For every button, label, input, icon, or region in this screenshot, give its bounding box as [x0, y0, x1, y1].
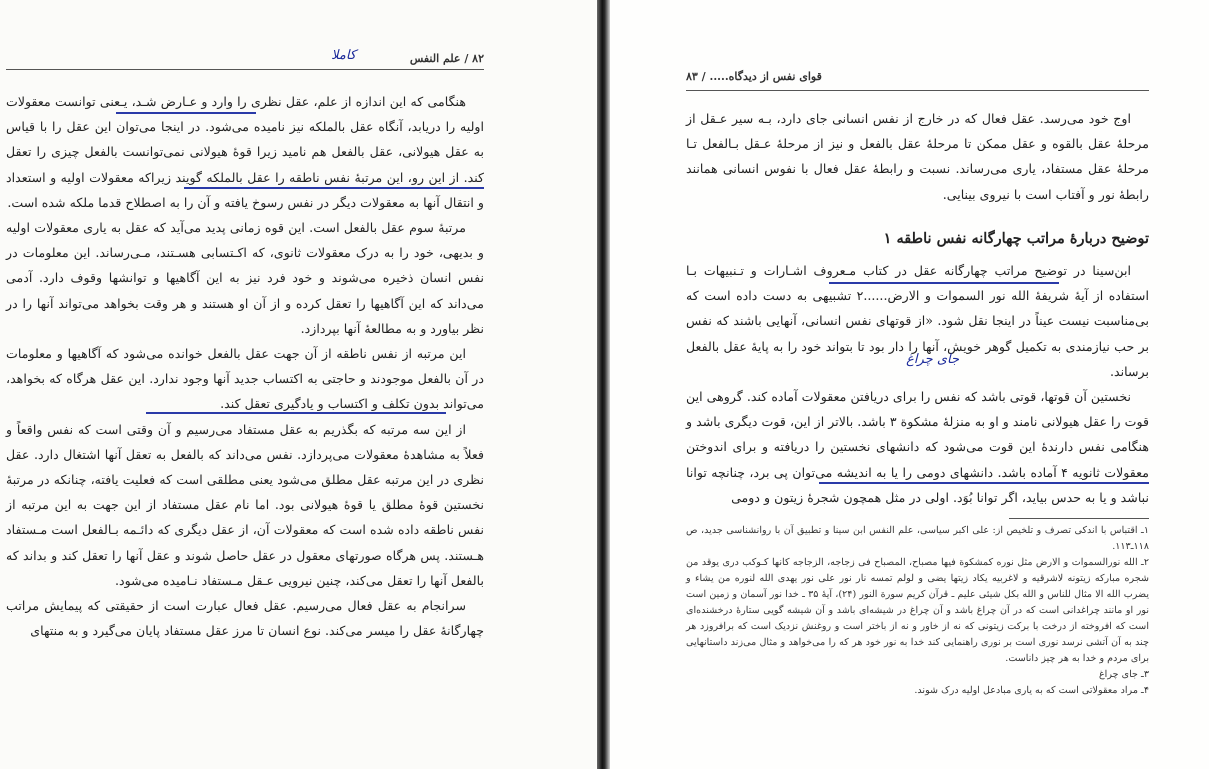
paragraph: این مرتبه از نفس ناطقه از آن جهت عقل بالفعل خوانده می‌شود که آگاهیها و معلومات در آن بالفعل موجودند و حاجتی به اکتساب جدید آنها وجود ندارد. این عقل هرگاه که بخواهد، می‌تواند بدون تکلف و اکتساب و یادگیری تعقل کند. — [6, 346, 484, 412]
handwritten-annotation: کاملا — [331, 48, 356, 63]
page-header: ۸۲ / علم النفس — [409, 52, 484, 65]
book-gutter — [597, 0, 610, 769]
paragraph: هنگامی که این اندازه از علم، عقل نظری را وارد و عـارض شـد، یـعنی توانست معقولات اولیه را دریابد، آنگاه عقل بالملکه نیز نامیده می‌شود. در اینجا می‌توان این عقل را با قیاس به عقل هیولانی، عقل بالفعل هم نامید زیرا قوهٔ هیولانی نمی‌توانست بالفعل چیزی را تعقل کند. از این رو، این مرتبهٔ نفس ناطقه را عقل بالملکه گویند زیراکه معقولات اولیه و استعداد و انتقال آنها به معقولات دیگر در نفس رسوخ یافته و آن را به اصطلاح قدما ملکه شده است. — [6, 94, 484, 210]
pen-underline — [819, 482, 1149, 484]
pen-underline — [116, 112, 256, 114]
pen-underline — [829, 282, 1059, 284]
footnote: ۲ـ الله نورالسموات و الارض مثل نوره کمشکوة فیها مصباح، المصباح فی زجاجه، الزجاجه کانها کـوکب دری یوقد من شجره مبارکه زیتونه لاشرقیه و لاغربیه یکاد زیتها یضی و لولم تمسه نار نور علی نور یهدی الله لنوره من یشاء و یضرب الله الا مثال للناس و الله بکل شیئی علیم ـ قرآن کریم سورة النور (۲۴)، آیهٔ ۳۵ ـ خدا نور آسمان و زمین است نور او مانند چراغدانی است که در آن چراغ باشد و آن چراغ در شیشه‌ای باشد و آن شیشه گویی ستارهٔ درخشنده‌ای است که افروخته از درخت با برکت زیتونی که نه از خاور و نه از باختر است و روغنش نزدیک است که برافروزد هر چند به آن آتشی نرسد نوری است بر نوری راهنمایی کند خدا به نور خود هر که را می‌خواهد و مثال می‌زند داستانهایی برای مردم و خدا به هر چیز داناست. — [686, 557, 1150, 664]
paragraph: نخستین آن قوتها، قوتی باشد که نفس را برای دریافتن معقولات آماده کند. گروهی این قوت را عقل هیولانی نامند و او به منزلهٔ مشکوة ۳ باشد. بالاتر از این، قوت دیگری باشد و هنگامی نفس دارندهٔ این قوت می‌شود که دانشهای نخستین را دریافته و برای اندوختن معقولات ثانویه ۴ آماده باشد. دانشهای دومی را یا به اندیشه می‌توان پی برد، چنانچه توانا نباشد و یا به حدس بیاید، اگر توانا بُوَد. اولی در مثل همچون شجرهٔ زیتون و دومی — [686, 389, 1150, 505]
footnote: ۴ـ مراد معقولاتی است که به یاری مبادعل اولیه درک شوند. — [914, 685, 1149, 696]
section-heading: توضیح دربارهٔ مراتب چهارگانه نفس ناطقه ۱ — [883, 230, 1149, 247]
handwritten-annotation: جای چراغ — [906, 352, 959, 367]
page-header: قوای نفس از دیدگاه..... / ۸۳ — [686, 70, 822, 83]
left-page — [0, 0, 596, 769]
footnote: ۳ـ جای چراغ — [1098, 669, 1149, 680]
header-rule — [6, 69, 484, 70]
paragraph: از این سه مرتبه که بگذریم به عقل مستفاد می‌رسیم و آن وقتی است که نفس واقعاً و فعلاً به مشاهدهٔ معقولات می‌پردازد. نفس می‌داند که بالفعل به تعقل آنها اشتغال دارد. عقل نظری در این مرتبه عقل مطلق می‌شود یعنی مطلقی است که فعلیت یافته، چنانکه در مرتبهٔ نخستین قوهٔ مطلق یا قوهٔ هیولانی بود. اما نام عقل مستفاد از این جهت به این مرتبه از نفس ناطقه داده شده است که معقولات آن، از عقل دیگری که دائـمه بـالفعل است مـستفاد هـستند. پس هرگاه صورتهای معقول در عقل حاصل شوند و عقل آنها را تعقل کند و بداند که بالفعل آنها را تعقل می‌کند، چنین نیرویی عـقل مـستفاد نـامیده می‌شود. — [6, 421, 484, 588]
paragraph: مرتبهٔ سوم عقل بالفعل است. این قوه زمانی پدید می‌آید که عقل به یاری معقولات اولیه و بدیهی، خود را به درک معقولات ثانوی، که اکـتسابی هسـتند، مـی‌رساند. این معلومات در نفس انسان ذخیره می‌شوند و خود فرد نیز به این آگاهیها و توانشها وقوف دارد. آدمی می‌داند که این آگاهیها را تعقل کرده و از آن او هستند و هر وقت بخواهد می‌تواند آنها را در نظر بیاورد و به مطالعهٔ آنها بپردازد. — [6, 220, 484, 336]
paragraph: اوج خود می‌رسد. عقل فعال که در خارج از نفس انسانی جای دارد، بـه سیر عـقل از مرحلهٔ عقل بالقوه و عقل ممکن تا مرحلهٔ عقل بالفعل و نیز از مرحلهٔ عـقل بـالفعل تـا مرحلهٔ عقل مستفاد، یاری می‌رساند. نسبت و رابطهٔ عقل فعال با نفوس انسانی همانند رابطهٔ نور و آفتاب است با نیروی بینایی. — [686, 111, 1149, 202]
right-body-text — [686, 258, 1149, 510]
pen-underline — [146, 412, 446, 414]
footnote-rule — [1009, 518, 1149, 519]
right-page — [610, 0, 1209, 769]
paragraph: سرانجام به عقل فعال می‌رسیم. عقل فعال عبارت است از حقیقتی که پیمایش مراتب چهارگانهٔ عقل را میسر می‌کند. نوع انسان تا مرز عقل مستفاد پایان می‌گیرد و به منتهای — [6, 598, 484, 639]
pen-underline — [184, 187, 484, 189]
paragraph: ابن‌سینا در توضیح مراتب چهارگانه عقل در کتاب مـعروف اشـارات و تـنبیهات بـا استفاده از آیهٔ شریفهٔ الله نور السموات و الارض......۲ تشبیهی به دست داده است که بی‌مناسبت نیست عیناً در اینجا نقل شود. «از قوتهای نفس انسانی، آنهایی باشند که نفس بر حب نیازمندی به تکمیل گوهر خویش، آنها را دار بود تا بتواند خود را به پایهٔ عقل بالفعل برساند. — [686, 263, 1149, 379]
footnote: ۱ـ اقتباس با اندکی تصرف و تلخیص از: علی اکبر سیاسی، علم النفس ابن سینا و تطبیق آن با روانشناسی جدید، ص ۱۱۸ـ۱۱۳. — [686, 525, 1149, 552]
header-rule — [686, 90, 1149, 91]
left-body-text — [6, 89, 484, 643]
footnotes — [686, 523, 1149, 699]
intro-text — [686, 106, 1149, 207]
